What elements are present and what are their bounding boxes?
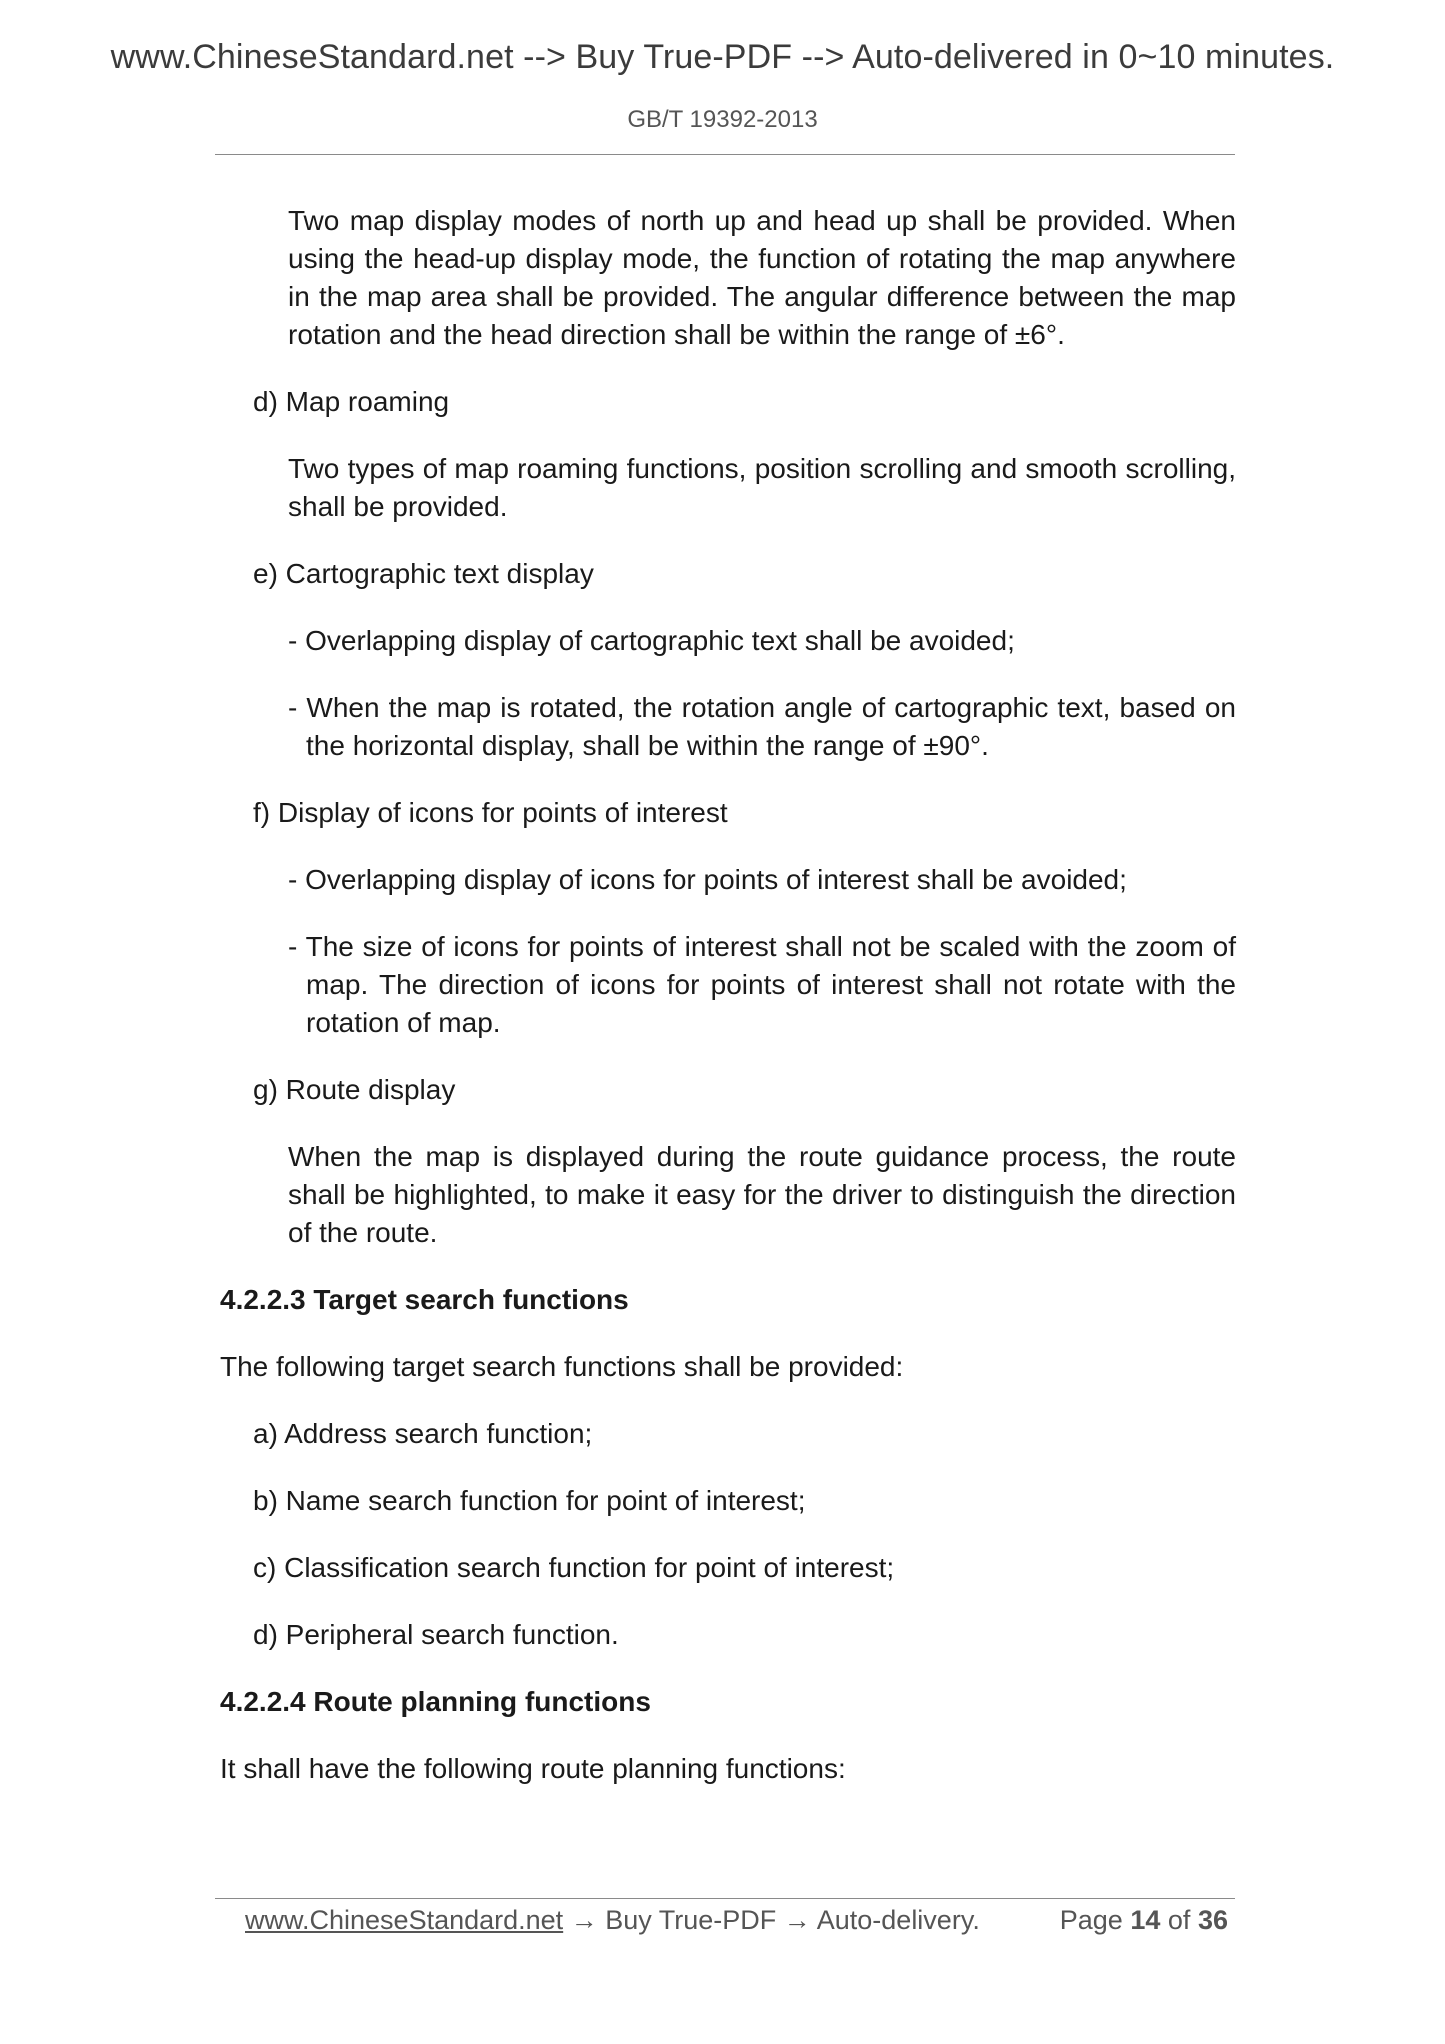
item-d-text: Two types of map roaming functions, position scrolling and smooth scrolling, shall be provided. [288,453,1236,522]
search-item-d: d) Peripheral search function. [253,1619,619,1650]
page-indicator [1060,1900,1228,1940]
total-pages: 36 [1197,1905,1228,1935]
search-item-b: b) Name search function for point of interest; [253,1485,806,1516]
of-label: of [1167,1905,1191,1935]
page-label: Page [1059,1905,1123,1935]
section-4224-intro: It shall have the following route planning functions: [220,1753,846,1784]
item-g-text: When the map is displayed during the route guidance process, the route shall be highlighted, to make it easy for the driver to distinguish the direction of the route. [288,1141,1236,1248]
footer-site-link[interactable]: www.ChineseStandard.net [245,1905,564,1935]
section-4223-intro: The following target search functions shall be provided: [220,1351,904,1382]
item-d-label: d) Map roaming [253,386,450,417]
footer-promo-text: → Buy True-PDF → Auto-delivery. [563,1905,980,1935]
intro-paragraph: Two map display modes of north up and head up shall be provided. When using the head-up display mode, the function of rotating the map anywhere in the map area shall be provided. The angular difference between the map rotation and the head direction shall be within the range of ±6°. [288,205,1236,350]
item-f-bullet-1: - Overlapping display of icons for points of interest shall be avoided; [288,864,1127,895]
item-f-bullet-2: - The size of icons for points of interest shall not be scaled with the zoom of map. The direction of icons for points of interest shall not rotate with the rotation of map. [288,931,1236,1038]
section-4223-heading: 4.2.2.3 Target search functions [220,1284,629,1315]
footer-promo [245,1900,980,1940]
search-item-a: a) Address search function; [253,1418,593,1449]
search-item-c: c) Classification search function for point of interest; [253,1552,895,1583]
item-e-bullet-2: - When the map is rotated, the rotation angle of cartographic text, based on the horizontal display, shall be within the range of ±90°. [288,692,1236,761]
item-g-label: g) Route display [253,1074,456,1105]
standard-code: GB/T 19392-2013 [627,106,818,133]
page-number: 14 [1130,1905,1161,1935]
item-f-label: f) Display of icons for points of interest [253,797,728,828]
document-body [218,202,1236,1788]
footer-divider [215,1898,1235,1899]
header-divider [215,154,1235,155]
section-4224-heading: 4.2.2.4 Route planning functions [220,1686,651,1717]
page-footer [245,1900,1235,1940]
item-e-label: e) Cartographic text display [253,558,594,589]
site-banner: www.ChineseStandard.net --> Buy True-PDF --> Auto-delivered in 0~10 minutes. [110,38,1335,76]
item-e-bullet-1: - Overlapping display of cartographic text shall be avoided; [288,625,1015,656]
